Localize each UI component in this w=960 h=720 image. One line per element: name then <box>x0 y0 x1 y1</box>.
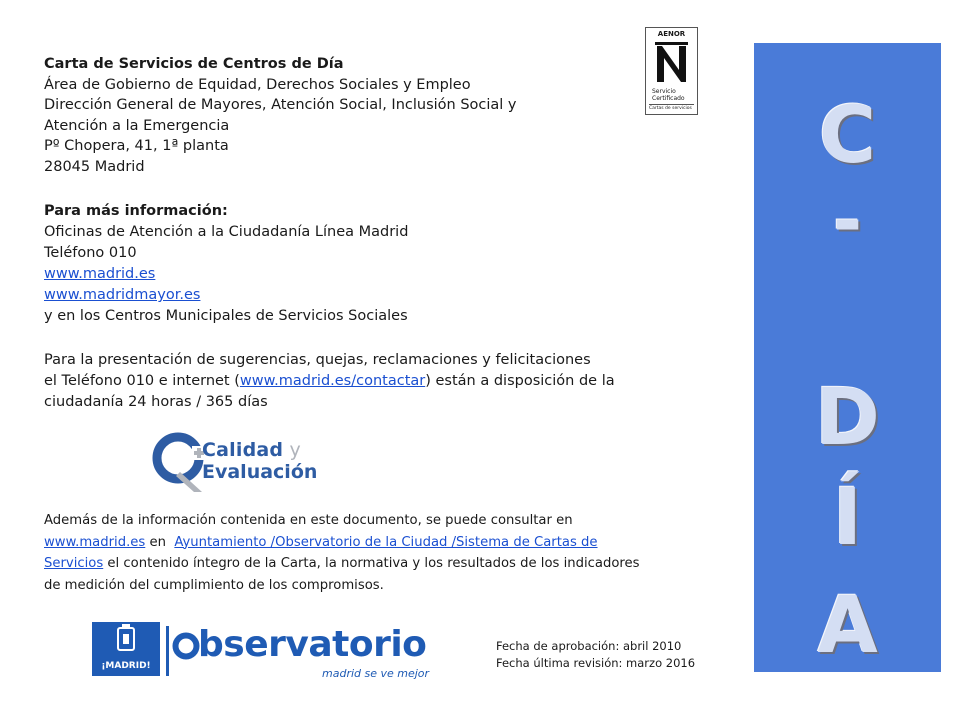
extra-line: de medición del cumplimiento de los compromisos. <box>44 577 384 593</box>
observatorio-cartas-link[interactable]: Ayuntamiento /Observatorio de la Ciudad /Sistema de Cartas de <box>174 534 598 550</box>
aenor-subtext: Cartas de servicios <box>649 104 694 111</box>
address-line: Área de Gobierno de Equidad, Derechos Sociales y Empleo <box>44 76 471 93</box>
calidad-logo-text <box>202 439 301 461</box>
madrid-link-2[interactable]: www.madrid.es <box>44 534 146 550</box>
vertical-title <box>754 43 941 672</box>
evaluacion-word: Evaluación <box>202 461 318 483</box>
calidad-evaluacion-logo <box>150 432 330 494</box>
suggestions-text: ) están a disposición de la <box>425 373 615 389</box>
suggestions-line: ciudadanía 24 horas / 365 días <box>44 394 268 410</box>
dates-block <box>496 638 695 672</box>
q-logo-icon <box>150 432 210 494</box>
suggestions-line: Para la presentación de sugerencias, quejas, reclamaciones y felicitaciones <box>44 352 591 368</box>
extra-text: el contenido íntegro de la Carta, la normativa y los resultados de los indicadores <box>103 556 640 571</box>
address-line: Atención a la Emergencia <box>44 117 230 134</box>
aenor-certification-badge <box>645 27 698 115</box>
aenor-n-icon <box>655 42 688 84</box>
vertical-letter: Í <box>832 473 863 563</box>
suggestions-block <box>44 350 704 413</box>
contactar-link[interactable]: www.madrid.es/contactar <box>239 373 426 389</box>
info-line: Teléfono 010 <box>44 245 137 261</box>
extra-line <box>44 532 734 554</box>
vertical-letter: D <box>815 373 880 463</box>
info-line: y en los Centros Municipales de Servicios Sociales <box>44 308 408 324</box>
approval-date: Fecha de aprobación: abril 2010 <box>496 639 682 653</box>
observatorio-logo <box>166 624 436 688</box>
extra-info-block <box>44 510 734 596</box>
document-title: Carta de Servicios de Centros de Día <box>44 56 344 72</box>
aenor-brand: AENOR <box>657 30 686 38</box>
aenor-servicio: Servicio <box>652 88 676 95</box>
vertical-letter: A <box>817 581 878 671</box>
observatorio-o-icon <box>172 632 200 660</box>
madrid-crest-icon <box>92 622 160 662</box>
madrid-logo <box>92 622 160 676</box>
vertical-letter: C <box>818 91 877 181</box>
servicios-link[interactable]: Servicios <box>44 556 104 571</box>
y-word: y <box>283 439 301 461</box>
madrid-logo-text: ¡MADRID! <box>101 661 151 671</box>
observatorio-slogan: madrid se ve mejor <box>322 667 430 680</box>
suggestions-line <box>44 371 704 392</box>
aenor-text <box>652 88 685 102</box>
address-block <box>44 54 644 177</box>
calidad-word: Calidad <box>202 439 284 461</box>
madrid-link[interactable]: www.madrid.es <box>44 266 156 282</box>
extra-line <box>44 553 734 575</box>
address-line: Pº Chopera, 41, 1ª planta <box>44 138 229 154</box>
more-info-heading: Para más información: <box>44 203 228 219</box>
revision-date: Fecha última revisión: marzo 2016 <box>496 656 696 670</box>
observatorio-word: bservatorio <box>198 624 427 665</box>
address-line: 28045 Madrid <box>44 158 145 175</box>
more-info-block <box>44 201 704 327</box>
extra-line: Además de la información contenida en este documento, se puede consultar en <box>44 513 573 528</box>
info-line: Oficinas de Atención a la Ciudadanía Línea Madrid <box>44 224 409 240</box>
aenor-certificado: Certificado <box>652 95 685 102</box>
suggestions-text: el Teléfono 010 e internet ( <box>44 373 240 389</box>
logo-divider <box>166 626 169 676</box>
vertical-letter: - <box>832 180 863 262</box>
madridmayor-link[interactable]: www.madridmayor.es <box>44 287 201 303</box>
address-line: Dirección General de Mayores, Atención Social, Inclusión Social y <box>44 97 517 113</box>
extra-text: en <box>145 534 171 550</box>
